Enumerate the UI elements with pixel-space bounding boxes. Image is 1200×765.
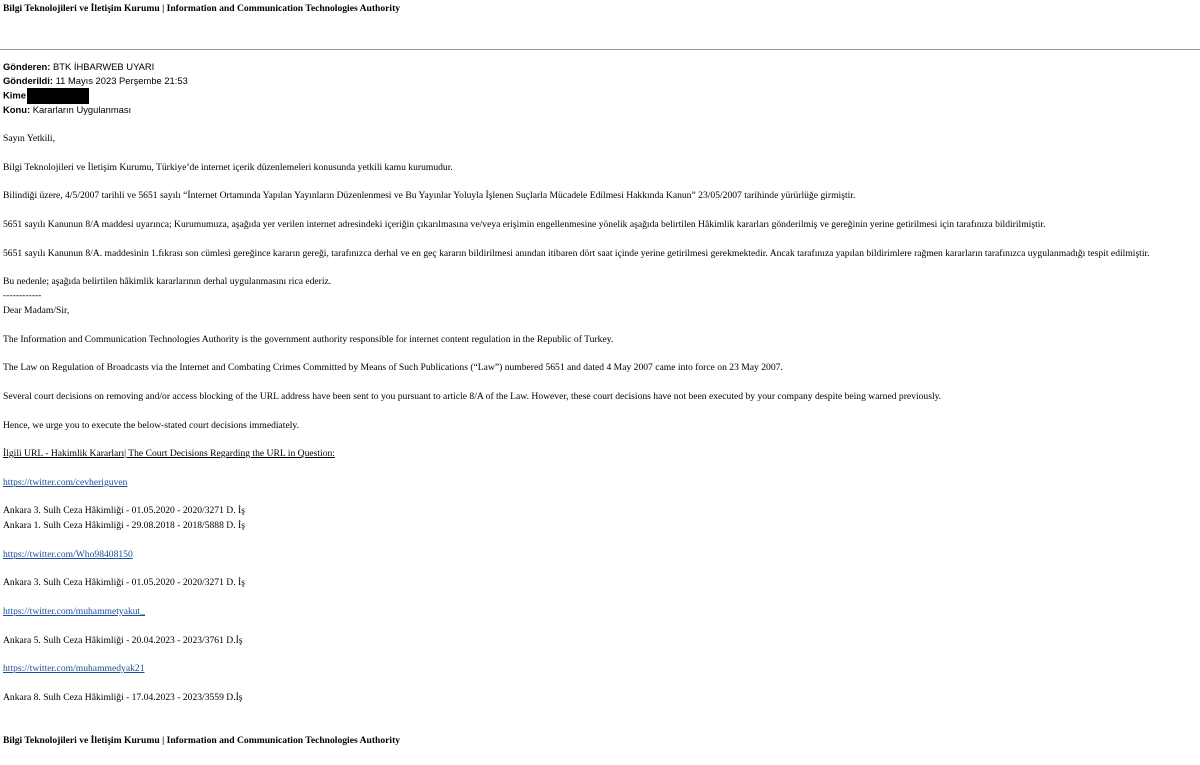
decision-url-link[interactable]: https://twitter.com/Who98408150 bbox=[3, 549, 133, 560]
from-value: BTK İHBARWEB UYARI bbox=[53, 61, 155, 72]
sent-value: 11 Mayıs 2023 Perşembe 21:53 bbox=[55, 75, 188, 86]
page-title: Bilgi Teknolojileri ve İletişim Kurumu | Information and Communication Technologies Authority bbox=[3, 3, 401, 14]
decisions-heading: İlgili URL - Hakimlik Kararları| The Court Decisions Regarding the URL in Question: bbox=[3, 448, 335, 459]
greeting-en: Dear Madam/Sir, bbox=[3, 305, 70, 316]
paragraph-tr-5: Bu nedenle; aşağıda belirtilen hâkimlik kararlarının derhal uygulanmasını rica ederiz. bbox=[3, 276, 332, 287]
to-row bbox=[3, 88, 89, 104]
separator: ------------ bbox=[3, 290, 42, 301]
header-divider bbox=[0, 49, 1200, 50]
paragraph-en-2: The Law on Regulation of Broadcasts via the Internet and Combating Crimes Committed by Means of Such Publications (“Law”) numbered 5651 and dated 4 May 2007 came into force on 23 May 2007. bbox=[3, 362, 783, 373]
court-decision: Ankara 3. Sulh Ceza Hâkimliği - 01.05.2020 - 2020/3271 D. İş bbox=[3, 505, 245, 516]
decision-url-link[interactable]: https://twitter.com/muhammetyakut_ bbox=[3, 606, 146, 617]
to-label: Kime bbox=[3, 89, 26, 101]
footer-title: Bilgi Teknolojileri ve İletişim Kurumu | Information and Communication Technologies Authority bbox=[3, 735, 401, 746]
court-decision: Ankara 1. Sulh Ceza Hâkimliği - 29.08.2018 - 2018/5888 D. İş bbox=[3, 520, 245, 531]
paragraph-en-1: The Information and Communication Technologies Authority is the government authority responsible for internet content regulation in the Republic of Turkey. bbox=[3, 334, 614, 345]
decision-url-link[interactable]: https://twitter.com/muhammedyak21 bbox=[3, 663, 145, 674]
greeting-tr: Sayın Yetkili, bbox=[3, 133, 55, 144]
paragraph-en-4: Hence, we urge you to execute the below-stated court decisions immediately. bbox=[3, 420, 299, 431]
from-label: Gönderen: bbox=[3, 61, 51, 72]
subject-row bbox=[3, 103, 131, 117]
from-row bbox=[3, 60, 154, 74]
paragraph-tr-4: 5651 sayılı Kanunun 8/A. maddesinin 1.fıkrası son cümlesi gereğince kararın gereği, tarafınızca derhal ve en geç kararın bildirilmesi anından itibaren dört saat içinde yerine getirilmesi gerekmektedir. Ancak tarafınıza yapılan bildirimlere rağmen kararların tarafınızca uygulanmadığı tespit edilmiştir. bbox=[3, 248, 1150, 259]
redacted-recipient bbox=[27, 88, 89, 104]
court-decision: Ankara 3. Sulh Ceza Hâkimliği - 01.05.2020 - 2020/3271 D. İş bbox=[3, 577, 245, 588]
sent-label: Gönderildi: bbox=[3, 75, 53, 86]
paragraph-tr-3: 5651 sayılı Kanunun 8/A maddesi uyarınca; Kurumumuza, aşağıda yer verilen internet adresindeki içeriğin çıkarılmasına ve/veya erişimin engellenmesine yönelik aşağıda belirtilen Hâkimlik kararları gönderilmiş ve gereğinin yerine getirilmesi için tarafınıza bildirilmiştir. bbox=[3, 219, 1046, 230]
sent-row bbox=[3, 74, 188, 88]
court-decision: Ankara 5. Sulh Ceza Hâkimliği - 20.04.2023 - 2023/3761 D.İş bbox=[3, 635, 243, 646]
subject-label: Konu: bbox=[3, 104, 31, 115]
paragraph-tr-1: Bilgi Teknolojileri ve İletişim Kurumu, Türkiye’de internet içerik düzenlemeleri konusunda yetkili kamu kurumudur. bbox=[3, 162, 453, 173]
subject-value: Kararların Uygulanması bbox=[32, 104, 132, 115]
decision-url-link[interactable]: https://twitter.com/cevheriguven bbox=[3, 477, 128, 488]
paragraph-tr-2: Bilindiği üzere, 4/5/2007 tarihli ve 5651 sayılı “İnternet Ortamında Yapılan Yayınların Düzenlenmesi ve Bu Yayınlar Yoluyla İşlenen Suçlarla Mücadele Edilmesi Hakkında Kanun” 23/05/2007 tarihinde yürürlüğe girmiştir. bbox=[3, 190, 856, 201]
paragraph-en-3: Several court decisions on removing and/or access blocking of the URL address have been sent to you pursuant to article 8/A of the Law. However, these court decisions have not been executed by your company despite being warned previously. bbox=[3, 391, 942, 402]
court-decision: Ankara 8. Sulh Ceza Hâkimliği - 17.04.2023 - 2023/3559 D.İş bbox=[3, 692, 243, 703]
